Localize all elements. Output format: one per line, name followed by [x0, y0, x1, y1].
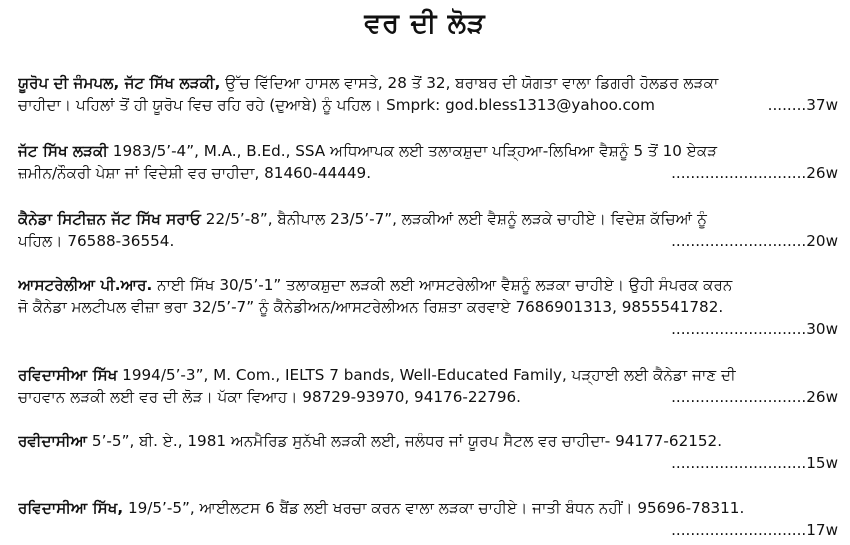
- ad-line: [18, 497, 838, 519]
- ad-text: ਜ਼ਮੀਨ/ਨੌਕਰੀ ਪੇਸ਼ਾ ਜਾਂ ਵਿਦੇਸ਼ੀ ਵਰ ਚਾਹੀਦਾ, 81460-44449.: [18, 164, 372, 182]
- classified-ad: [18, 72, 838, 116]
- ad-line: [18, 72, 838, 94]
- ad-text: 19/5’-5”, ਆਈਲਟਸ 6 ਬੈਂਡ ਲਈ ਖਰਚਾ ਕਰਨ ਵਾਲਾ ਲੜਕਾ ਚਾਹੀਏ। ਜਾਤੀ ਬੰਧਨ ਨਹੀਂ। 95696-78311.: [123, 499, 745, 517]
- ad-text: ਨਾਈ ਸਿੱਖ 30/5’-1” ਤਲਾਕਸ਼ੁਦਾ ਲੜਕੀ ਲਈ ਆਸਟਰੇਲੀਆ ਵੈਸ਼ਨੂੰ ਲੜਕਾ ਚਾਹੀਏ। ਉਹੀ ਸੰਪਰਕ ਕਰਨ: [152, 276, 733, 294]
- ad-code-line: [18, 452, 838, 474]
- ad-text: 22/5’-8”, ਬੈਨੀਪਾਲ 23/5’-7”, ਲੜਕੀਆਂ ਲਈ ਵੈਸ਼ਨੂੰ ਲੜਕੇ ਚਾਹੀਏ। ਵਿਦੇਸ਼ ਕੱਚਿਆਂ ਨੂੰ: [200, 210, 707, 228]
- ad-line: [18, 274, 838, 296]
- ad-line: [18, 140, 838, 162]
- classified-ad: [18, 140, 838, 184]
- page-title: ਵਰ ਦੀ ਲੋੜ: [364, 8, 486, 39]
- ad-heading: ਕੈਨੇਡਾ ਸਿਟੀਜ਼ਨ ਜੱਟ ਸਿੱਖ ਸਰਾਓ: [18, 210, 201, 228]
- ad-code: ............................17w: [671, 521, 838, 539]
- ad-line: [18, 386, 838, 408]
- ad-code-line: [18, 519, 838, 541]
- ad-text: ਜੋ ਕੈਨੇਡਾ ਮਲਟੀਪਲ ਵੀਜ਼ਾ ਭਰਾ 32/5’-7” ਨੂੰ ਕੈਨੇਡੀਅਨ/ਆਸਟਰੇਲੀਅਨ ਰਿਸ਼ਤਾ ਕਰਵਾਏ 7686901313, 9855541782.: [18, 298, 724, 316]
- ad-line: [18, 364, 838, 386]
- ad-line: [18, 230, 838, 252]
- classified-ad: [18, 430, 838, 474]
- ad-code: ............................15w: [671, 454, 838, 472]
- classified-ad: [18, 364, 838, 408]
- ad-line: [18, 296, 838, 318]
- ad-line: [18, 430, 838, 452]
- ad-heading: ਰਵੀਦਾਸੀਆ: [18, 432, 88, 450]
- ad-code: ............................30w: [671, 320, 838, 338]
- ad-heading: ਆਸਟਰੇਲੀਆ ਪੀ.ਆਰ.: [18, 276, 153, 294]
- ad-line: [18, 208, 838, 230]
- ad-heading: ਰਵਿਦਾਸੀਆ ਸਿੱਖ: [18, 366, 118, 384]
- ad-code: ............................26w: [671, 164, 838, 182]
- ad-code: ............................20w: [671, 232, 838, 250]
- ad-heading: ਯੂਰੋਪ ਦੀ ਜੰਮਪਲ, ਜੱਟ ਸਿੱਖ ਲੜਕੀ,: [18, 74, 221, 92]
- ad-text: 5’-5”, ਬੀ. ਏ., 1981 ਅਨਮੈਰਿਡ ਸੁਨੱਖੀ ਲੜਕੀ ਲਈ, ਜਲੰਧਰ ਜਾਂ ਯੂਰਪ ਸੈਟਲ ਵਰ ਚਾਹੀਦਾ- 94177-62152.: [87, 432, 723, 450]
- ad-code: ........37w: [767, 96, 838, 114]
- ad-code: ............................26w: [671, 388, 838, 406]
- ad-heading: ਰਵਿਦਾਸੀਆ ਸਿੱਖ,: [18, 499, 124, 517]
- ad-text: ਪਹਿਲ। 76588-36554.: [18, 232, 175, 250]
- classified-ad: [18, 208, 838, 252]
- ad-text: ਉੱਚ ਵਿੱਦਿਆ ਹਾਸਲ ਵਾਸਤੇ, 28 ਤੋਂ 32, ਬਰਾਬਰ ਦੀ ਯੋਗਤਾ ਵਾਲਾ ਡਿਗਰੀ ਹੋਲਡਰ ਲੜਕਾ: [220, 74, 719, 92]
- classified-ad: [18, 274, 838, 340]
- ad-text: ਚਾਹੀਦਾ। ਪਹਿਲਾਂ ਤੋਂ ਹੀ ਯੂਰੋਪ ਵਿਚ ਰਹਿ ਰਹੇ (ਦੁਆਬੇ) ਨੂੰ ਪਹਿਲ। Smprk: god.bless1313@yahoo.com: [18, 96, 655, 114]
- ad-text: ਚਾਹਵਾਨ ਲੜਕੀ ਲਈ ਵਰ ਦੀ ਲੋੜ। ਪੱਕਾ ਵਿਆਹ। 98729-93970, 94176-22796.: [18, 388, 521, 406]
- ad-line: [18, 162, 838, 184]
- classified-ad: [18, 497, 838, 541]
- ad-heading: ਜੱਟ ਸਿੱਖ ਲੜਕੀ: [18, 142, 108, 160]
- ad-code-line: [18, 318, 838, 340]
- ad-line: [18, 94, 838, 116]
- ad-text: 1983/5’-4”, M.A., B.Ed., SSA ਅਧਿਆਪਕ ਲਈ ਤਲਾਕਸ਼ੁਦਾ ਪੜ੍ਹਿਆ-ਲਿਖਿਆ ਵੈਸ਼ਨੂੰ 5 ਤੋਂ 10 ਏਕੜ: [107, 142, 718, 160]
- ad-text: 1994/5’-3”, M. Com., IELTS 7 bands, Well-Educated Family, ਪੜ੍ਹਾਈ ਲਈ ਕੈਨੇਡਾ ਜਾਣ ਦੀ: [117, 366, 736, 384]
